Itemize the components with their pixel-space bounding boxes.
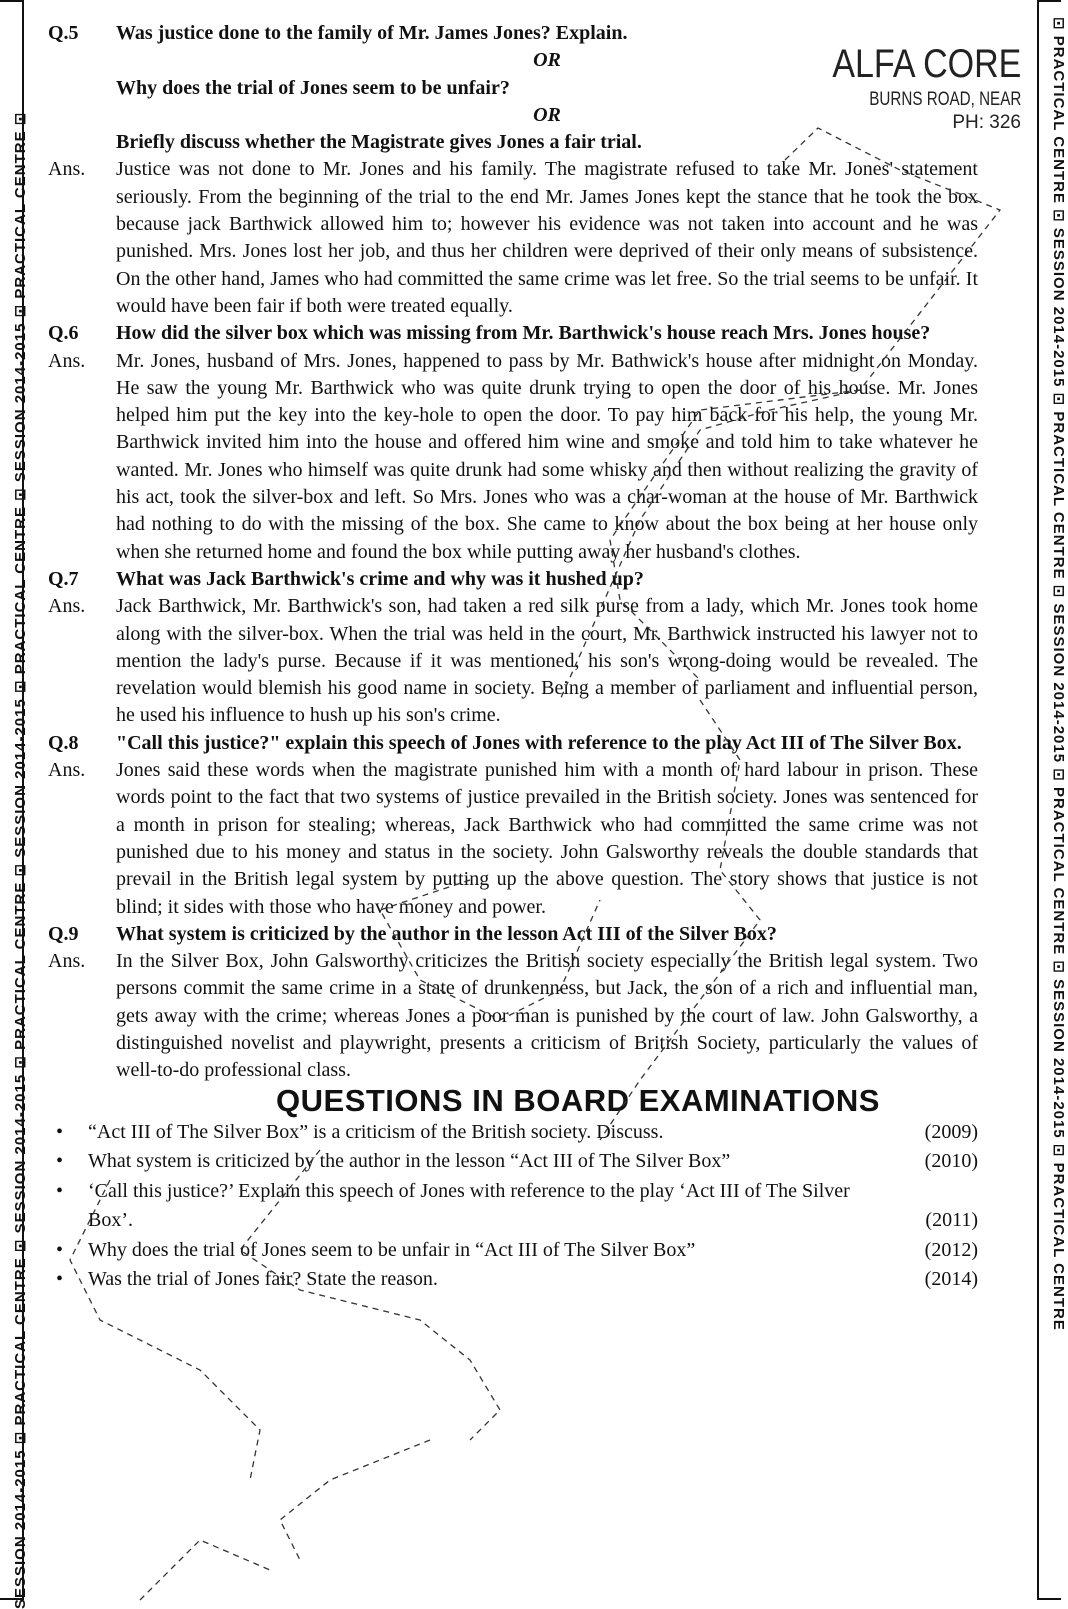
question-text: Briefly discuss whether the Magistrate gives Jones a fair trial. xyxy=(116,131,642,154)
question-label: Q.8 xyxy=(48,731,79,754)
board-question-year: (2009) xyxy=(924,1120,978,1143)
board-question-year: (2010) xyxy=(924,1150,978,1173)
answer-6 xyxy=(48,348,978,566)
question-text: Was justice done to the family of Mr. James Jones? Explain. xyxy=(116,22,628,44)
answer-label: Ans. xyxy=(48,759,86,782)
board-question-text: Why does the trial of Jones seem to be unfair in “Act III of The Silver Box” xyxy=(88,1238,696,1261)
page-content xyxy=(48,20,978,1295)
left-strip-text: SESSION 2014-2015 ⊡ PRACTICAL CENTRE ⊡ SESSION 2014-2015 ⊡ PRACTICAL CENTRE ⊡ SESSION 2014-2015 ⊡ PRACTICAL CENTRE ⊡ SESSION 2014-2015 ⊡ PRACTICAL CENTRE ⊡ xyxy=(12,111,29,1609)
board-exam-list xyxy=(48,1118,978,1295)
or-separator: OR xyxy=(533,103,561,126)
board-exam-heading: QUESTIONS IN BOARD EXAMINATIONS xyxy=(276,1082,880,1118)
question-5 xyxy=(48,20,978,47)
board-question-text: ‘Call this justice?’ Explain this speech of Jones with reference to the play ‘Act III of The Silver Box’. xyxy=(88,1179,850,1232)
board-question-text: Was the trial of Jones fair? State the reason. xyxy=(88,1268,438,1291)
right-strip-text: ⊡ PRACTICAL CENTRE ⊡ SESSION 2014-2015 ⊡ PRACTICAL CENTRE ⊡ SESSION 2014-2015 ⊡ PRACTICAL CENTRE ⊡ SESSION 2014-2015 ⊡ PRACTICAL CENTRE xyxy=(1050,17,1067,1331)
bullet-icon: • xyxy=(56,1120,64,1143)
question-5-alt-2 xyxy=(48,129,978,156)
question-5-alt-1 xyxy=(48,75,978,102)
answer-text: Justice was not done to Mr. Jones and his family. The magistrate refused to take Mr. Jones' statement seriously. From the beginning of the trial to the end Mr. James Jones kept the stance that he took the box because jack Barthwick allowed him to; however his evidence was not taken into account and he was punished. Mrs. Jones lost her job, and thus her children were deprived of their only means of subsistence. On the other hand, James who had committed the same crime was let free. So the trial seems to be unfair. It would have been fair if both were treated equally. xyxy=(116,158,978,317)
board-question-year: (2011) xyxy=(925,1209,978,1232)
question-text: Why does the trial of Jones seem to be unfair? xyxy=(116,76,510,99)
left-side-strip xyxy=(0,0,29,1609)
answer-8 xyxy=(48,757,978,921)
list-item xyxy=(48,1265,978,1295)
question-label: Q.6 xyxy=(48,322,79,345)
stamp-line-3: PH: 326 xyxy=(952,112,1021,133)
answer-text: Jones said these words when the magistrate punished him with a month of hard labour in prison. These words point to the fact that two systems of justice prevailed in the British society. Jones was sentenced for a month in prison for stealing; whereas, Jack Barthwick who had committed the same crime was not punished due to his money and status in the society. John Galsworthy reveals the double standards that prevail in the British legal system by putting up the above question. The story shows that justice is not blind; it sides with those who have money and power. xyxy=(116,759,978,918)
or-separator: OR xyxy=(533,49,561,72)
bullet-icon: • xyxy=(56,1268,64,1291)
answer-text: Jack Barthwick, Mr. Barthwick's son, had taken a red silk purse from a lady, which Mr. Jones took home along with the silver-box. When the trial was held in the court, Mr. Barthwick instructed his lawyer not to mention the lady's purse. Because if it was mentioned, his son's wrong-doing would be revealed. The revelation would blemish his good name in society. Being a member of parliament and influential person, he used his influence to hush up his son's crime. xyxy=(116,595,978,727)
answer-5 xyxy=(48,156,978,320)
answer-text: In the Silver Box, John Galsworthy criticizes the British society especially the British legal system. Two persons commit the same crime in a state of drunkenness, but Jack, the son of a rich and influential man, gets away with the crime; whereas Jones a poor man is punished by the court of law. John Galsworthy, a distinguished novelist and playwright, presents a criticism of British Society, particularly the values of well-to-do professional class. xyxy=(116,950,978,1082)
question-8 xyxy=(48,730,978,757)
list-item xyxy=(48,1236,978,1266)
question-text: "Call this justice?" explain this speech of Jones with reference to the play Act III of The Silver Box. xyxy=(116,731,962,754)
question-7 xyxy=(48,566,978,593)
board-question-text: What system is criticized by the author in the lesson “Act III of The Silver Box” xyxy=(88,1150,731,1173)
question-6 xyxy=(48,320,978,347)
answer-label: Ans. xyxy=(48,595,86,618)
board-question-year: (2012) xyxy=(924,1238,978,1261)
right-side-strip xyxy=(1037,0,1067,1600)
list-item xyxy=(48,1147,978,1177)
question-label: Q.9 xyxy=(48,922,79,945)
question-text: How did the silver box which was missing from Mr. Barthwick's house reach Mrs. Jones house? xyxy=(116,322,931,345)
answer-9 xyxy=(48,948,978,1084)
question-label: Q.5 xyxy=(48,22,79,44)
answer-text: Mr. Jones, husband of Mrs. Jones, happened to pass by Mr. Bathwick's house after midnight on Monday. He saw the young Mr. Barthwick who was quite drunk trying to open the door of his house. Mr. Jones helped him put the key into the key-hole to open the door. To pay him back for his help, the young Mr. Barthwick invited him into the house and offered him wine and smoke and told him to take whatever he wanted. Mr. Jones who himself was quite drunk had some whisky and then without realizing the gravity of his act, took the silver-box and left. So Mrs. Jones who was a char-woman at the house of Mr. Barthwick had nothing to do with the missing of the box. She came to know about the box being at her house only when she returned home and found the box while putting away her husband's clothes. xyxy=(116,349,978,563)
bullet-icon: • xyxy=(56,1179,64,1202)
list-item xyxy=(48,1118,978,1148)
stamp-line-2: BURNS ROAD, NEAR xyxy=(868,89,1021,110)
stamp-line-1: ALFA CORE xyxy=(832,42,1021,86)
question-text: What was Jack Barthwick's crime and why was it hushed up? xyxy=(116,567,644,590)
list-item xyxy=(48,1177,978,1236)
bullet-icon: • xyxy=(56,1238,64,1261)
question-text: What system is criticized by the author in the lesson Act III of the Silver Box? xyxy=(116,922,777,945)
question-9 xyxy=(48,921,978,948)
answer-label: Ans. xyxy=(48,158,86,181)
board-question-text: “Act III of The Silver Box” is a criticism of the British society. Discuss. xyxy=(88,1120,664,1143)
board-question-year: (2014) xyxy=(924,1268,978,1291)
question-label: Q.7 xyxy=(48,567,79,590)
answer-label: Ans. xyxy=(48,349,86,372)
bullet-icon: • xyxy=(56,1150,64,1173)
answer-label: Ans. xyxy=(48,950,86,973)
answer-7 xyxy=(48,593,978,729)
